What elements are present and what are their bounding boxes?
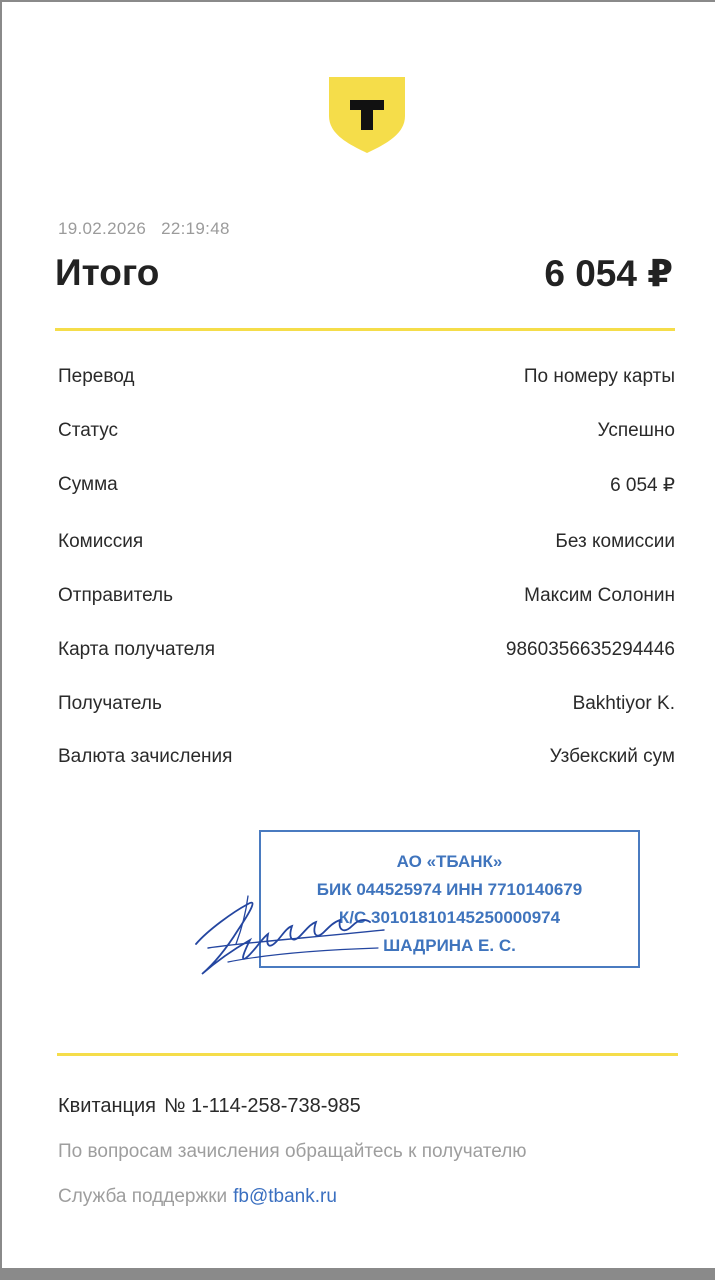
detail-label: Валюта зачисления (58, 746, 233, 767)
detail-label: Карта получателя (58, 639, 215, 660)
detail-row-sender (58, 585, 675, 611)
detail-label: Комиссия (58, 531, 144, 552)
tbank-shield-icon (328, 76, 406, 154)
transaction-date: 19.02.2026 (58, 219, 147, 238)
detail-label: Перевод (58, 366, 135, 387)
transaction-datetime (58, 219, 240, 239)
signature-icon (188, 882, 388, 982)
detail-label: Отправитель (58, 585, 174, 606)
stamp-bik-inn: БИК 044525974 ИНН 7710140679 (316, 880, 583, 899)
support-label: Служба поддержки (58, 1186, 228, 1207)
receipt-page (2, 2, 715, 1268)
divider-top (55, 328, 675, 331)
recipient-note: По вопросам зачисления обращайтесь к получателю (58, 1141, 527, 1162)
detail-label: Сумма (58, 474, 118, 495)
detail-row-recipient-card (58, 639, 675, 665)
detail-value: Максим Солонин (524, 585, 675, 606)
detail-value: Bakhtiyor K. (572, 693, 675, 714)
receipt-label: Квитанция (58, 1095, 157, 1117)
support-line (58, 1186, 337, 1208)
detail-row-commission (58, 531, 675, 557)
detail-row-status (58, 420, 675, 446)
detail-value: 6 054 ₽ (610, 475, 675, 496)
total-label: Итого (55, 252, 160, 293)
detail-value: По номеру карты (523, 366, 675, 387)
stamp-correspondent-account: К/С 30101810145250000974 (338, 908, 561, 927)
detail-value: Узбекский сум (549, 746, 675, 767)
detail-row-currency (58, 746, 675, 772)
detail-label: Статус (58, 420, 119, 441)
transaction-time: 22:19:48 (161, 219, 230, 238)
detail-row-amount (58, 474, 675, 500)
total-value: 6 054 ₽ (544, 253, 673, 294)
detail-row-recipient (58, 693, 675, 719)
receipt-number-line (58, 1095, 361, 1118)
detail-label: Получатель (58, 693, 162, 714)
detail-value: 9860356635294446 (505, 639, 675, 660)
detail-row-transfer (58, 366, 675, 392)
stamp-signatory: ШАДРИНА Е. С. (383, 936, 516, 955)
support-email-link[interactable]: fb@tbank.ru (233, 1186, 337, 1207)
receipt-number: № 1-114-258-738-985 (164, 1095, 361, 1117)
detail-value: Успешно (597, 420, 675, 441)
detail-value: Без комиссии (555, 531, 675, 552)
stamp-bank-name: АО «ТБАНК» (396, 852, 503, 871)
bottom-edge (0, 1268, 715, 1280)
divider-bottom (57, 1053, 678, 1056)
